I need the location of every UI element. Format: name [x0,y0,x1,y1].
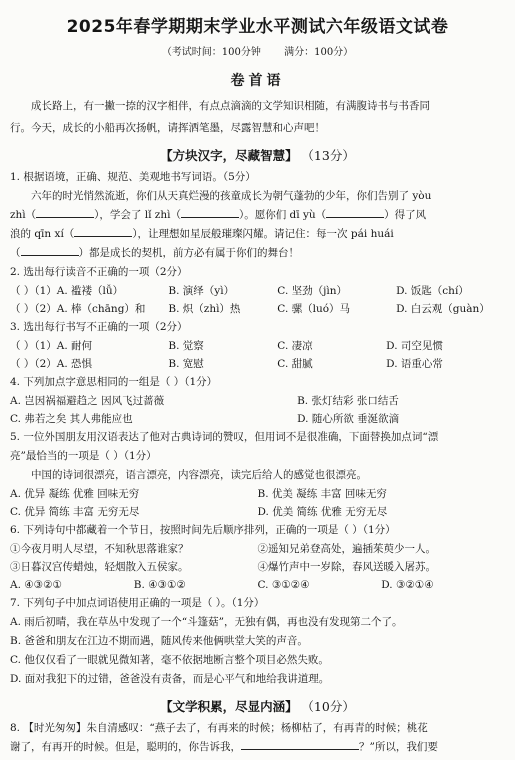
q6-option: B. ④③①② [133,579,186,591]
q1-line-1: 六年的时光悄然流逝，你们从天真烂漫的孩童成长为朝气蓬勃的少年，你们告别了 yòu [31,190,432,202]
q5-option: D. 优美 简练 优雅 无穷无尽 [257,506,388,518]
q7-option-a: A. 雨后初晴，我在草丛中发现了一个“斗篷菇”，无独有偶，再也没有发现第二个了。 [10,616,403,628]
q5-option: B. 优美 凝练 丰富 回味无穷 [257,488,387,500]
q3-option: D. 司空见惯 [386,340,443,352]
answer-blank[interactable] [326,206,384,218]
q6-poem-line: ②遥知兄弟登高处，遍插茱萸少一人。 [257,543,436,555]
q1-line-2 [10,206,505,225]
answer-blank[interactable] [74,225,132,237]
q2-row-1 [10,282,505,300]
q1-text: ），让理想如星辰般璀璨闪耀。请记住：每一次 pái huái [132,228,394,240]
section-2-points: （10分） [307,699,355,714]
q5-line-1: 5. 一位外国朋友用汉语表达了他对古典诗词的赞叹，但用词不是很准确，下面替换加点词“漂 [10,431,439,443]
full-score: 满分：100分） [284,47,354,58]
q6-poem-line: ④爆竹声中一岁除，春风送暖入屠苏。 [257,561,436,573]
q2-option: D. 白云观（guàn） [396,303,490,315]
q6-option: A. ④③②① [10,579,62,591]
question-7 [10,594,505,689]
section-1-title: 【方块汉字，尽藏智慧】 [160,148,298,163]
q8-line-2 [10,738,505,757]
q2-option: （ ）（2）A. 棒（chāng）和 [10,303,146,315]
q2-option: （ ）（1）A. 褴褛（lǚ） [10,285,124,297]
q4-option: B. 张灯结彩 张口结舌 [297,395,399,407]
q5-row-2 [10,503,505,521]
q6-row-3 [10,576,505,594]
q6-poem-line: ①今夜月明人尽望，不知秋思落谁家？ [10,543,189,555]
question-4 [10,373,505,392]
q5-option: C. 优异 简练 丰富 无穷无尽 [10,506,140,518]
q1-text: 浪的 qīn xí（ [10,228,75,240]
q3-stem: 3. 选出每行书写不正确的一项（2分） [10,321,188,333]
answer-blank[interactable] [21,244,79,256]
q4-row-1 [10,392,505,410]
q1-text: （ [10,247,21,259]
q1-line-3 [10,225,505,244]
preface-line-2: 行。今天，成长的小船再次扬帆，请挥洒笔墨，尽露智慧和心声吧！ [10,122,325,134]
question-6 [10,521,505,540]
q2-option: C. 骡（luó）马 [277,303,351,315]
section-2-header [10,697,505,715]
preface-text [10,94,505,118]
q8-text: ？”所以，我们要 [359,741,438,753]
question-2 [10,263,505,282]
answer-blank[interactable] [181,206,239,218]
q4-option: A. 岂因祸福避趋之 因风飞过蔷薇 [10,395,165,407]
preface-title: 卷首语 [230,73,285,89]
question-3 [10,318,505,337]
q1-text: ），学会了 lǐ zhì（ [94,209,181,221]
q6-option: C. ③①②④ [257,579,310,591]
q6-option: D. ③②①④ [381,579,434,591]
q4-stem: 4. 下列加点字意思相同的一组是（ ）（1分） [10,376,218,388]
answer-blank[interactable] [36,206,94,218]
q1-text: zhì（ [10,209,37,221]
q8-line-1: 8. 【时光匆匆】朱自清感叹：“燕子去了，有再来的时候；杨柳枯了，有再青的时候；桃花 [10,722,428,734]
q3-option: B. 宽慰 [168,358,204,370]
q6-row-1 [10,540,505,558]
exam-info [10,43,505,58]
q2-stem: 2. 选出每行读音不正确的一项（2分） [10,266,188,278]
q7-option-c: C. 他仅仅看了一眼就见微知著，毫不依据地断言整个项目必然失败。 [10,654,329,666]
exam-title: 2025年春学期期末学业水平测试六年级语文试卷 [66,17,449,37]
q6-stem: 6. 下列诗句中都藏着一个节日，按照时间先后顺序排列，正确的一项是（ ）（1分） [10,524,396,536]
q3-option: C. 甜腻 [277,358,313,370]
q3-row-1 [10,337,505,355]
q5-row-1 [10,485,505,503]
section-1-points: （13分） [307,148,355,163]
q3-option: （ ）（2）A. 恐惧 [10,358,93,370]
q3-option: B. 觉察 [168,340,204,352]
q2-option: B. 炽（zhì）热 [168,303,241,315]
q2-option: C. 坚劲（jìn） [277,285,347,297]
q3-row-2 [10,355,505,373]
preface-text-2 [10,116,505,140]
q3-option: （ ）（1）A. 耐何 [10,340,93,352]
exam-time: （考试时间：100分钟 [161,47,261,58]
q1-text: ）都是成长的契机，前方必有属于你们的舞台！ [78,247,299,259]
q7-option-b: B. 爸爸和朋友在江边不期而遇，随风传来他俩哄堂大笑的声音。 [10,635,308,647]
q2-option: D. 饭匙（chí） [396,285,469,297]
preface-line-1: 成长路上，有一撇一捺的汉字相伴，有点点滴滴的文学知识相随，有满腹诗书与书香同 [31,100,430,112]
q3-option: D. 语重心常 [386,358,443,370]
q6-poem-line: ③日暮汉宫传蜡烛，轻烟散入五侯家。 [10,561,189,573]
q4-row-2 [10,410,505,428]
q1-text: ）得了风 [384,209,427,221]
q4-option: D. 随心所欲 垂涎欲滴 [297,413,400,425]
q8-text: 谢了，有再开的时候。但是，聪明的，你告诉我， [10,741,241,753]
section-1-header [10,146,505,164]
section-2-title: 【文学积累，尽显内涵】 [160,699,298,714]
q1-text: ）。愿你们 dī yù（ [238,209,327,221]
answer-blank[interactable] [241,738,359,750]
q2-row-2 [10,300,505,318]
question-1 [10,168,505,263]
question-5 [10,428,505,485]
q7-stem: 7. 下列句子中加点词语使用正确的一项是（ ）。（1分） [10,597,265,609]
q5-option: A. 优异 凝练 优雅 回味无穷 [10,488,140,500]
q6-row-2 [10,558,505,576]
q3-option: C. 凄凉 [277,340,313,352]
q4-option: C. 弗若之矣 其人弗能应也 [10,413,133,425]
q2-option: B. 演绎（yì） [168,285,235,297]
q5-line-2: 亮”最恰当的一项是（ ）（1分） [10,450,157,462]
q7-option-d: D. 面对我犯下的过错，爸爸没有责备，而是心平气和地给我讲道理。 [10,673,330,685]
q5-line-3: 中国的诗词很漂亮，语言漂亮，内容漂亮，读完后给人的感觉也很漂亮。 [31,469,367,481]
question-8 [10,719,505,757]
q1-line-4 [10,244,505,263]
q1-stem: 1. 根据语境，正确、规范、美观地书写词语。（5分） [10,171,256,183]
